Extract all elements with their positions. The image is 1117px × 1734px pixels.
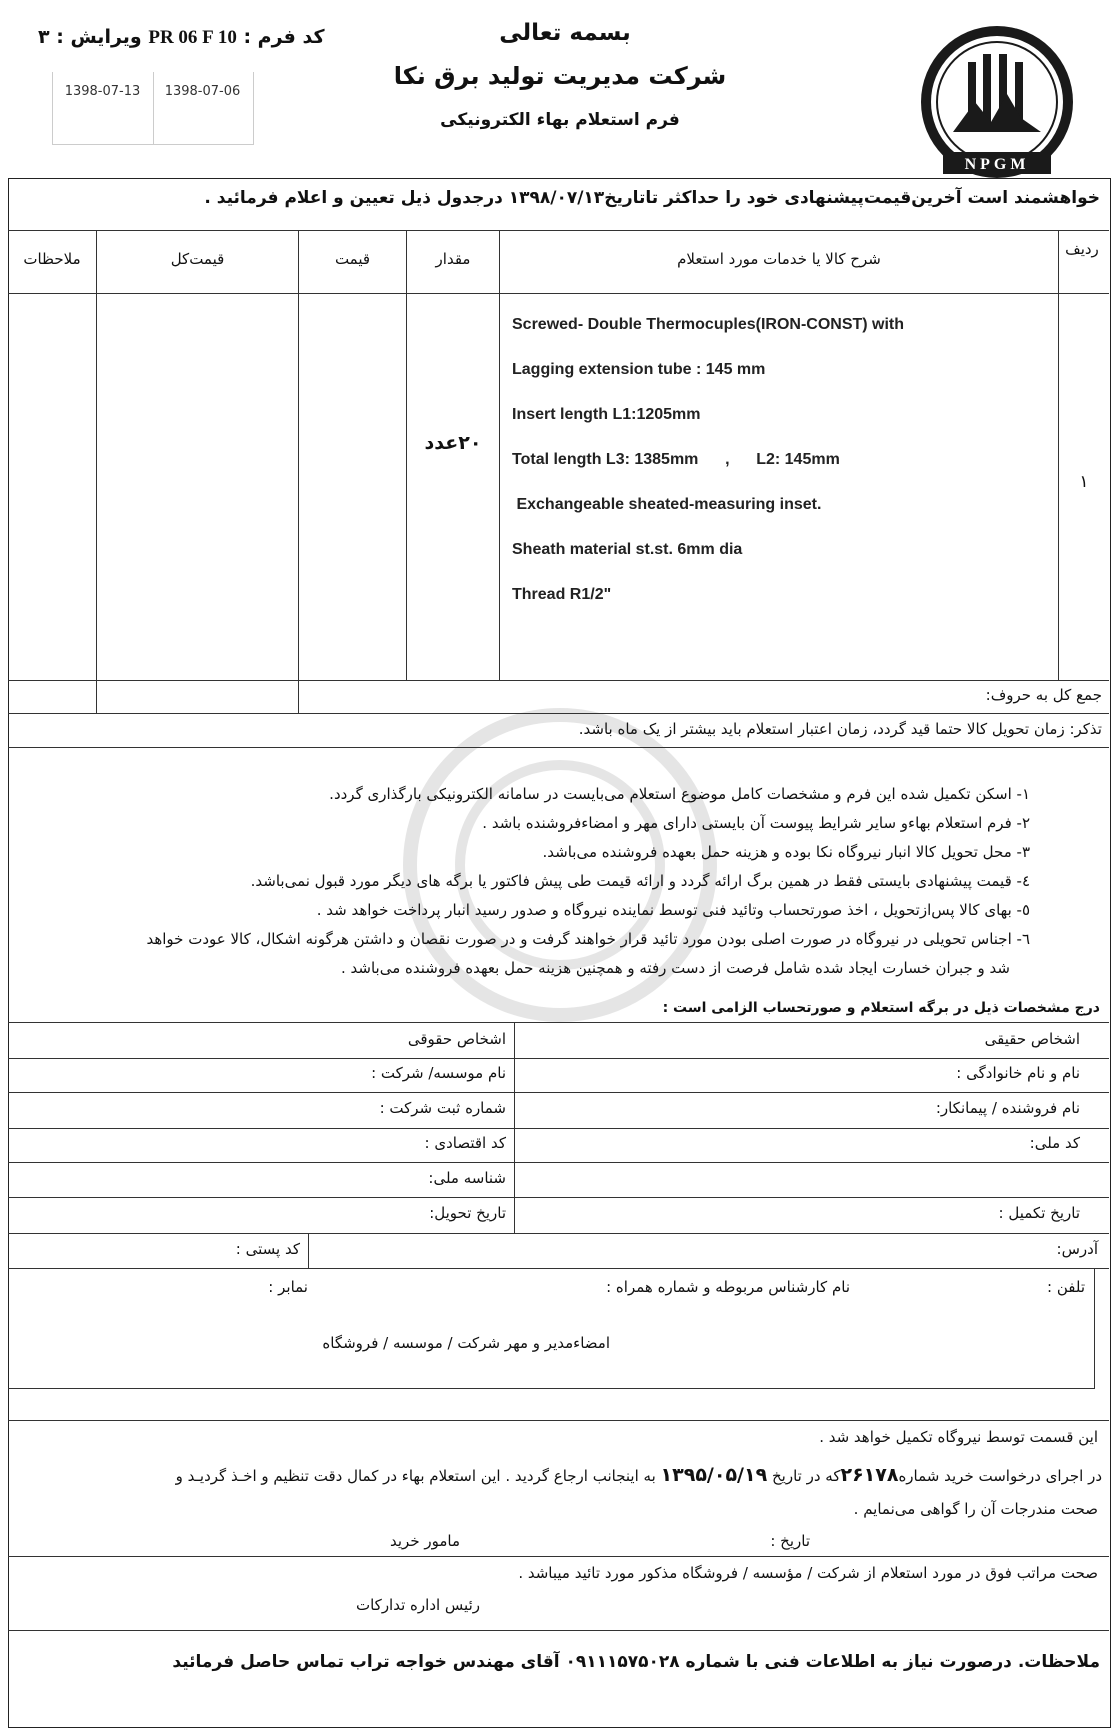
signature-label: امضاءمدیر و مهر شرکت / موسسه / فروشگاه: [322, 1334, 610, 1352]
info-required-text: درج مشخصات ذیل در برگه استعلام و صورتحساب الزامی است :: [662, 1000, 1100, 1016]
legal-person-title: اشخاص حقوقی: [407, 1030, 506, 1048]
header-row-number: ردیف: [1065, 240, 1099, 258]
company-logo: [913, 22, 1081, 182]
postal-divider: [308, 1233, 309, 1268]
info-line: [8, 1162, 1109, 1163]
purchase-officer-label: مامور خرید: [390, 1532, 460, 1550]
header-description: شرح کالا یا خدمات مورد استعلام: [677, 250, 881, 268]
natural-name-label: نام و نام خانوادگی :: [956, 1064, 1080, 1082]
reminder-text: تذکر: زمان تحویل کالا حتما قید گردد، زمان اعتبار استعلام باید بیشتر از یک ماه باشد.: [578, 720, 1102, 738]
dates-divider: [153, 72, 154, 144]
row-description: [512, 316, 1052, 631]
economic-code-label: کد اقتصادی :: [424, 1134, 506, 1152]
request-date: ۱۳۹۵/۰۵/۱۹: [660, 1464, 768, 1486]
desc-line: Lagging extension tube : 145 mm: [512, 361, 766, 378]
rule-item: ۱- اسکن تکمیل شده این فرم و مشخصات کامل موضوع استعلام می‌بایست در سامانه الکترونیکی بارگذاری گردد.: [329, 785, 1030, 803]
info-top: [8, 1022, 1109, 1023]
row-quantity: ۲۰عدد: [424, 432, 482, 454]
info-divider: [514, 1022, 515, 1233]
rule-item: شد و جبران خسارت ایجاد شده شامل فرصت از دست رفته و همچنین هزینه حمل بعهده فروشنده می‌باشد .: [340, 959, 1010, 977]
info-line: [8, 1058, 1109, 1059]
procurement-head-label: رئیس اداره تدارکات: [355, 1596, 480, 1614]
rule-item: ۲- فرم استعلام بهاءو سایر شرایط پیوست آن بایستی دارای مهر و امضاءفروشنده باشد .: [482, 814, 1030, 832]
phone-label: تلفن :: [1047, 1278, 1085, 1296]
registration-number-label: شماره ثبت شرکت :: [379, 1099, 506, 1117]
footer-note: ملاحظات. درصورت نیاز به اطلاعات فنی با شماره ۰۹۱۱۱۵۷۵۰۲۸ آقای مهندس خواجه تراب تماس حاصل فرمائید: [172, 1652, 1100, 1672]
form-name: فرم استعلام بهاء الکترونیکی: [440, 110, 680, 130]
request-number: ۲۶۱۷۸: [840, 1464, 899, 1486]
rule-item: ۳- محل تحویل کالا انبار نیروگاه نکا بوده و هزینه حمل بعهده فروشنده می‌باشد.: [542, 843, 1030, 861]
address-label: آدرس:: [1056, 1240, 1098, 1258]
desc-line: Thread R1/2": [512, 586, 612, 603]
plant-statement: [14, 1464, 1102, 1486]
header-total-price: قیمت‌کل: [170, 250, 225, 268]
company-name-label: نام موسسه/ شرکت :: [371, 1064, 506, 1082]
header-price: قیمت: [334, 250, 371, 268]
intro-text: خواهشمند است آخرین‌قیمت‌پیشنهادی خود را حداکثر تاتاریخ۱۳۹۸/۰۷/۱۳ درجدول ذیل تعیین و اعلام فرمائید .: [204, 188, 1100, 208]
table-header-bottom: [8, 293, 1109, 294]
footer-top: [8, 1630, 1109, 1631]
postal-code-label: کد پستی :: [235, 1240, 300, 1258]
rule-item: ٥- بهای کالا پس‌ازتحویل ، اخذ صورتحساب وتائید فنی توسط نماینده نیروگاه و صدور رسید انبار پرداخت خواهد شد .: [316, 901, 1030, 919]
confirm-top: [8, 1556, 1109, 1557]
col-notes-total: [96, 230, 97, 713]
desc-line: Exchangeable sheated-measuring inset.: [512, 496, 822, 513]
plant-section-top: [8, 1420, 1109, 1421]
logo-text: NPGM: [964, 156, 1030, 173]
plant-note: این قسمت توسط نیروگاه تکمیل خواهد شد .: [819, 1428, 1098, 1446]
form-code: PR 06 F 10: [148, 27, 237, 48]
confirmation-text: صحت مراتب فوق در مورد استعلام از شرکت / مؤسسه / فروشگاه مذکور مورد تائید میباشد .: [518, 1564, 1098, 1582]
desc-line: Screwed- Double Thermocuples(IRON-CONST) with: [512, 316, 905, 333]
col-desc-row: [1058, 230, 1059, 680]
desc-line: Insert length L1:1205mm: [512, 406, 701, 423]
col-price-qty: [406, 230, 407, 680]
row-number: ۱: [1079, 472, 1089, 492]
header-quantity: مقدار: [435, 250, 471, 268]
natural-person-title: اشخاص حقیقی: [984, 1030, 1080, 1048]
sum-in-words-label: جمع کل به حروف:: [985, 686, 1102, 704]
fax-label: نمابر :: [268, 1278, 308, 1296]
desc-line: Sheath material st.st. 6mm dia: [512, 541, 743, 558]
seller-name-label: نام فروشنده / پیمانکار:: [935, 1099, 1080, 1117]
revision-label: ویرایش :: [56, 26, 142, 48]
info-line: [8, 1233, 1109, 1234]
rule-item: ٦- اجناس تحویلی در نیروگاه در صورت اصلی بودن مورد تائید قرار خواهند گرفت و در صورت نقصان و داشتن هرگونه اشکال، کالا عودت خواهد: [146, 930, 1030, 948]
form-code-line: [38, 26, 348, 49]
national-code-label: کد ملی:: [1029, 1134, 1080, 1152]
expert-label: نام کارشناس مربوطه و شماره همراه :: [606, 1278, 850, 1296]
delivery-date-label: تاریخ تحویل:: [429, 1204, 506, 1222]
table-body-bottom: [8, 680, 1109, 681]
revision-number: ۳: [38, 26, 50, 48]
rule-item: ٤- قیمت پیشنهادی بایستی فقط در همین برگ ارائه گردد و ارائه قیمت طی پیش فاکتور یا برگه های دیگر مورد قبول نمی‌باشد.: [250, 872, 1030, 890]
date-revision-2: 1398-07-13: [64, 84, 141, 99]
desc-line: Total length L3: 1385mm , L2: 145mm: [512, 451, 840, 468]
header-notes: ملاحظات: [23, 250, 81, 268]
col-total-price: [298, 230, 299, 713]
plant-text-a: در اجرای درخواست خرید شماره: [898, 1467, 1102, 1485]
plant-statement-2: صحت مندرجات آن را گواهی می‌نمایم .: [853, 1500, 1098, 1518]
form-code-label: کد فرم :: [243, 26, 325, 48]
company-name: شرکت مدیریت تولید برق نکا: [393, 62, 727, 90]
table-top-line: [8, 230, 1109, 231]
col-qty-desc: [499, 230, 500, 680]
info-line: [8, 1128, 1109, 1129]
bismillah: بسمه تعالی: [499, 20, 631, 46]
info-line: [8, 1197, 1109, 1198]
rules-list: [14, 780, 1030, 983]
national-id-label: شناسه ملی:: [428, 1169, 506, 1187]
date-revision-1: 1398-07-06: [164, 84, 241, 99]
plant-text-c: به اینجانب ارجاع گردید . این استعلام بهاء در کمال دقت تنظیم و اخـذ گردیـد و: [175, 1467, 656, 1485]
completion-date-label: تاریخ تکمیل :: [998, 1204, 1080, 1222]
info-line: [8, 1092, 1109, 1093]
plant-text-b: که در تاریخ: [771, 1467, 841, 1485]
plant-date-label: تاریخ :: [770, 1532, 810, 1550]
